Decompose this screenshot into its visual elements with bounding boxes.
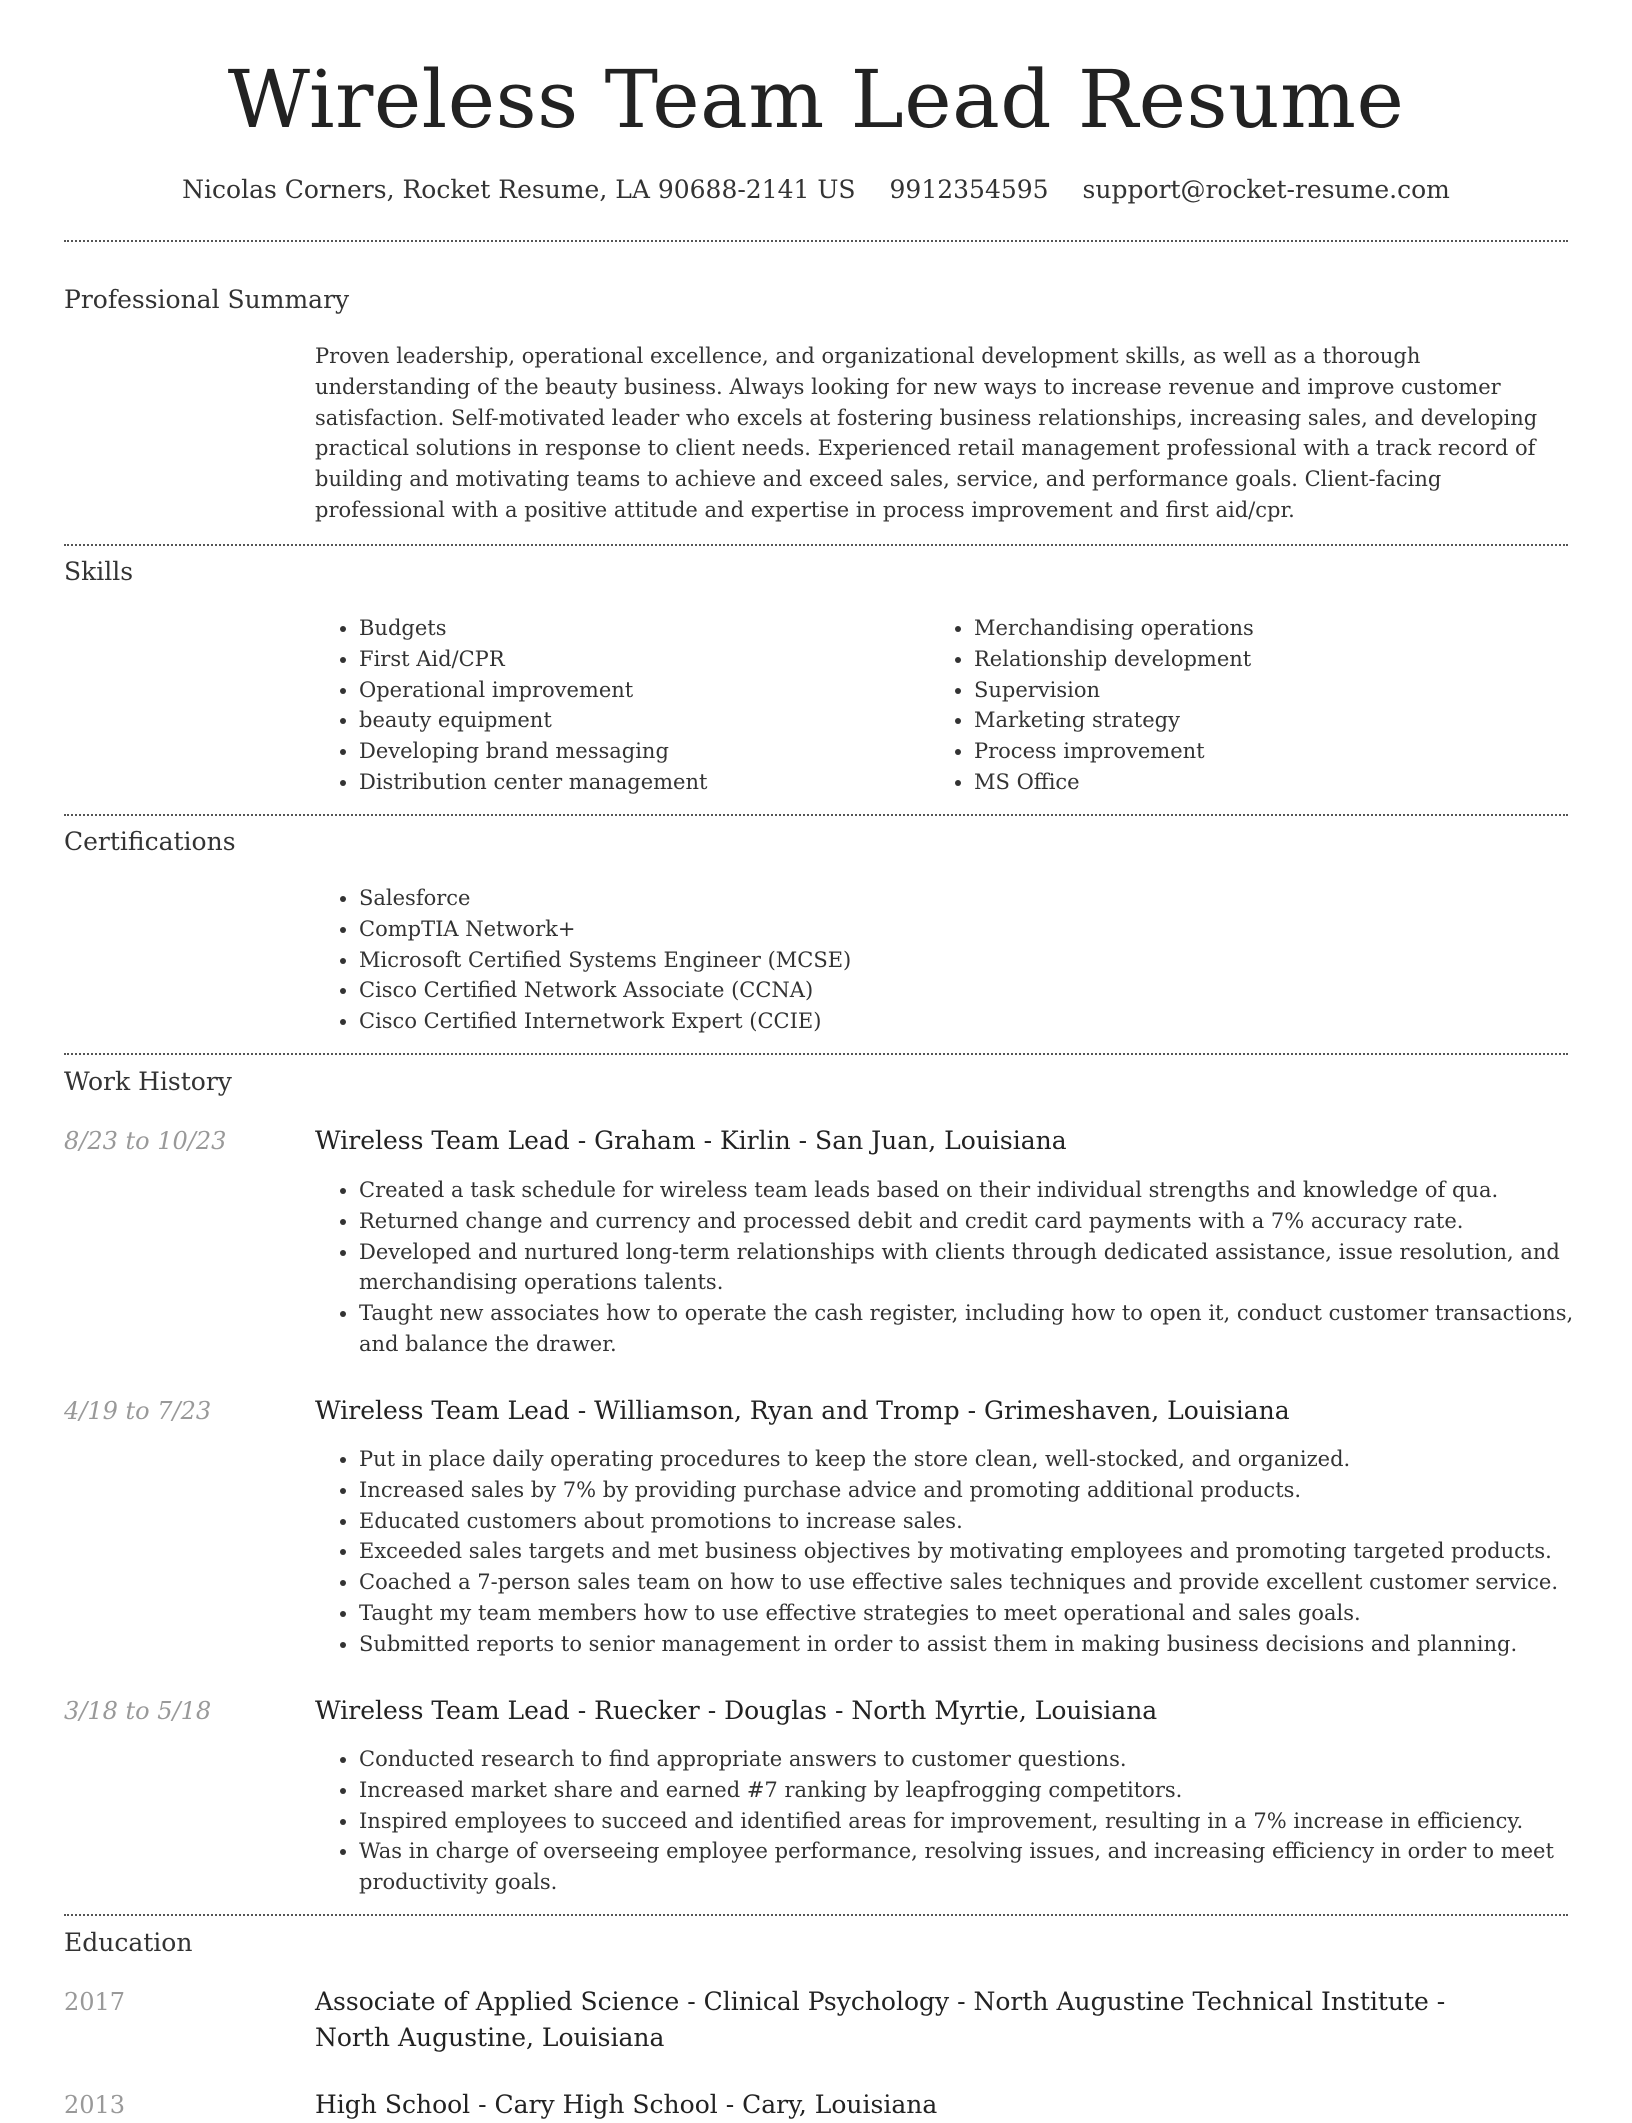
education-entry (315, 1984, 1505, 2056)
summary-text: Proven leadership, operational excellence, and organizational development skills, as well as a thorough understanding of the beauty business. Always looking for new ways to increase revenue and improve customer satisfaction. Self-motivated leader who excels at fostering business relationships, increasing sales, and developing practical solutions in response to client needs. Experienced retail management professional with a track record of building and motivating teams to achieve and exceed sales, service, and performance goals. Client-facing professional with a positive attitude and expertise in process improvement and first aid/cpr. (315, 344, 1538, 522)
contact-address: Nicolas Corners, Rocket Resume, LA 90688-2141 US (182, 175, 856, 204)
education-year: 2017 (64, 1988, 126, 2016)
job-bullet: • Returned change and currency and processed debit and credit card payments with a 7% accuracy rate. (359, 1206, 1614, 1237)
skill-item: • Operational improvement (359, 675, 919, 706)
section-divider (64, 544, 1568, 546)
section-title-summary: Professional Summary (64, 285, 350, 314)
section-title-education: Education (64, 1928, 193, 1957)
certifications-list (315, 883, 851, 1037)
job-bullet: • Increased sales by 7% by providing purchase advice and promoting additional products. (359, 1475, 1614, 1506)
job-bullets (315, 1744, 1614, 1898)
skill-item: • Relationship development (974, 644, 1574, 675)
skill-item: • MS Office (974, 767, 1574, 798)
education-entry (315, 2087, 1505, 2123)
section-title-certifications: Certifications (64, 827, 236, 856)
section-divider (64, 240, 1568, 242)
skill-item: • Merchandising operations (974, 613, 1574, 644)
skill-item: • Supervision (974, 675, 1574, 706)
section-divider (64, 814, 1568, 816)
education-year: 2013 (64, 2091, 126, 2119)
skills-list-right (930, 613, 1574, 798)
education-school: - North Augustine Technical Institute - North Augustine, Louisiana (315, 1987, 1446, 2052)
job-bullet: • Was in charge of overseeing employee performance, resolving issues, and increasing efficiency in order to meet productivity goals. (359, 1836, 1614, 1898)
skill-item: • Process improvement (974, 736, 1574, 767)
job-dates: 8/23 to 10/23 (64, 1127, 227, 1155)
job-dates: 4/19 to 7/23 (64, 1397, 212, 1425)
certification-item: • Cisco Certified Network Associate (CCNA) (359, 975, 851, 1006)
skill-item: • Budgets (359, 613, 919, 644)
job-bullet: • Taught new associates how to operate the cash register, including how to open it, conduct customer transactions, and balance the drawer. (359, 1298, 1614, 1360)
skill-item: • Marketing strategy (974, 705, 1574, 736)
job-bullet: • Educated customers about promotions to increase sales. (359, 1506, 1614, 1537)
job-bullets (315, 1444, 1614, 1660)
education-school: - Cary High School - Cary, Louisiana (470, 2090, 938, 2119)
job-bullet: • Conducted research to find appropriate answers to customer questions. (359, 1744, 1614, 1775)
education-degree: High School (315, 2090, 471, 2119)
skills-list-left (315, 613, 919, 798)
job-bullet: • Coached a 7-person sales team on how to use effective sales techniques and provide excellent customer service. (359, 1567, 1614, 1598)
section-divider (64, 1914, 1568, 1916)
section-title-skills: Skills (64, 557, 134, 586)
skill-item: • beauty equipment (359, 705, 919, 736)
job-title: Wireless Team Lead - Ruecker - Douglas - North Myrtie, Louisiana (315, 1696, 1158, 1725)
job-bullet: • Exceeded sales targets and met business objectives by motivating employees and promoting targeted products. (359, 1536, 1614, 1567)
skill-item: • Distribution center management (359, 767, 919, 798)
job-dates: 3/18 to 5/18 (64, 1697, 212, 1725)
job-bullet: • Developed and nurtured long-term relationships with clients through dedicated assistance, issue resolution, and merchandising operations talents. (359, 1237, 1614, 1299)
certification-item: • Salesforce (359, 883, 851, 914)
certification-item: • CompTIA Network+ (359, 914, 851, 945)
job-bullet: • Submitted reports to senior management in order to assist them in making business decisions and planning. (359, 1629, 1614, 1660)
certification-item: • Microsoft Certified Systems Engineer (MCSE) (359, 945, 851, 976)
section-divider (64, 1053, 1568, 1055)
contact-phone: 9912354595 (889, 175, 1049, 204)
skill-item: • First Aid/CPR (359, 644, 919, 675)
skill-item: • Developing brand messaging (359, 736, 919, 767)
job-bullet: • Put in place daily operating procedures to keep the store clean, well-stocked, and organized. (359, 1444, 1614, 1475)
contact-line (0, 170, 1632, 210)
resume-title: Wireless Team Lead Resume (227, 53, 1405, 146)
job-bullet: • Created a task schedule for wireless team leads based on their individual strengths and knowledge of qua. (359, 1175, 1614, 1206)
certification-item: • Cisco Certified Internetwork Expert (CCIE) (359, 1006, 851, 1037)
job-title: Wireless Team Lead - Williamson, Ryan and Tromp - Grimeshaven, Louisiana (315, 1396, 1290, 1425)
job-bullets (315, 1175, 1614, 1360)
job-title: Wireless Team Lead - Graham - Kirlin - San Juan, Louisiana (315, 1126, 1067, 1155)
job-bullet: • Inspired employees to succeed and identified areas for improvement, resulting in a 7% increase in efficiency. (359, 1806, 1614, 1837)
job-bullet: • Taught my team members how to use effective strategies to meet operational and sales goals. (359, 1598, 1614, 1629)
job-bullet: • Increased market share and earned #7 ranking by leapfrogging competitors. (359, 1775, 1614, 1806)
section-title-work-history: Work History (64, 1067, 232, 1096)
contact-email: support@rocket-resume.com (1082, 175, 1450, 204)
education-degree: Associate of Applied Science - Clinical Psychology (315, 1987, 950, 2016)
